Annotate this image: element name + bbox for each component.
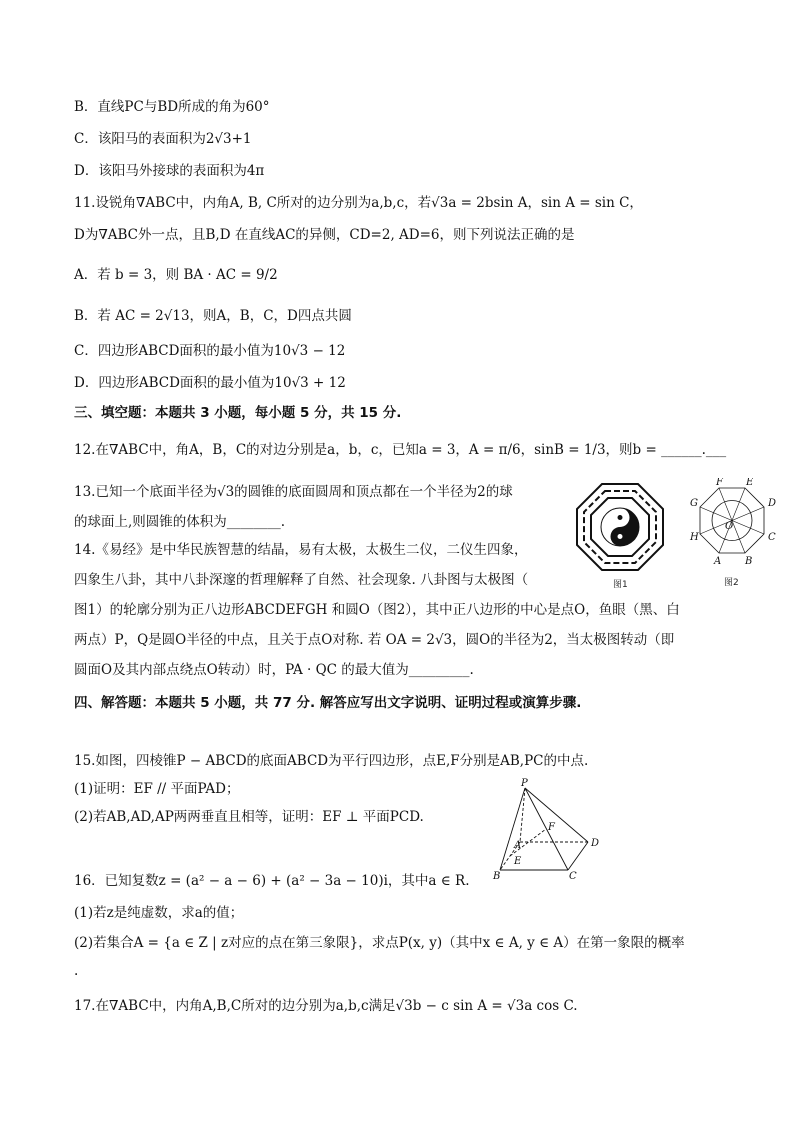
- q11-option-d: D．四边形ABCD面积的最小值为10√3 + 12: [74, 375, 346, 391]
- svg-text:A: A: [714, 556, 722, 567]
- q15-stem: 15.如图，四棱锥P − ABCD的底面ABCD为平行四边形，点E,F分别是AB,PC的中点.: [74, 753, 589, 769]
- svg-text:E: E: [514, 856, 522, 867]
- q14-stem-line2: 四象生八卦，其中八卦深邃的哲理解释了自然、社会现象. 八卦图与太极图（: [74, 572, 529, 588]
- q16-part2: (2)若集合A = {a ∈ Z | z对应的点在第三象限}，求点P(x, y)（其中x ∈ A, y ∈ A）在第一象限的概率: [74, 935, 685, 951]
- figure-1-caption: 图1: [613, 580, 628, 590]
- q11-option-c: C．四边形ABCD面积的最小值为10√3 − 12: [74, 343, 346, 359]
- q11-option-a: A．若 b = 3，则 BA · AC = 9/2: [74, 267, 278, 283]
- q17-stem: 17.在∇ABC中，内角A,B,C所对的边分别为a,b,c满足√3b − c sin A = √3a cos C.: [74, 998, 578, 1014]
- svg-text:C: C: [768, 532, 776, 543]
- pyramid-diagram: [490, 778, 605, 883]
- q14-stem-line3: 图1）的轮廓分别为正八边形ABCDEFGH 和圆O（图2），其中正八边形的中心是点O，鱼眼（黑、白: [74, 602, 680, 618]
- bagua-taiji-diagram: [575, 480, 665, 580]
- svg-text:C: C: [569, 871, 577, 882]
- q14-stem-line5: 圆面O及其内部点绕点O转动）时，PA · QC 的最大值为_________.: [74, 662, 474, 678]
- q11-option-b: B．若 AC = 2√13，则A，B，C，D四点共圆: [74, 308, 352, 324]
- svg-text:D: D: [768, 498, 777, 509]
- q12-stem: 12.在∇ABC中，角A，B，C的对边分别是a，b，c，已知a = 3，A = π/6，sinB = 1/3，则b = ______.___: [74, 442, 727, 458]
- svg-text:F: F: [716, 478, 723, 488]
- svg-text:B: B: [493, 871, 501, 882]
- q14-stem-line1: 14.《易经》是中华民族智慧的结晶，易有太极，太极生二仪，二仪生四象，: [74, 542, 528, 558]
- q16-part1: (1)若z是纯虚数，求a的值；: [74, 905, 244, 921]
- q16-stem: 16．已知复数z = (a² − a − 6) + (a² − 3a − 10)i，其中a ∈ R.: [74, 873, 470, 889]
- q14-stem-line4: 两点）P，Q是圆O半径的中点，且关于点O对称. 若 OA = 2√3，圆O的半径为2，当太极图转动（即: [74, 632, 675, 648]
- q13-stem-line1: 13.已知一个底面半径为√3的圆锥的底面圆周和顶点都在一个半径为2的球: [74, 484, 513, 500]
- svg-text:G: G: [690, 498, 698, 509]
- svg-text:O: O: [725, 521, 734, 532]
- section-3-heading: 三、填空题：本题共 3 小题，每小题 5 分，共 15 分.: [74, 405, 402, 421]
- q11-stem-line2: D为∇ABC外一点，且B,D 在直线AC的异侧，CD=2, AD=6，则下列说法正确的是: [74, 227, 575, 243]
- svg-text:A: A: [514, 840, 522, 851]
- q15-part1: (1)证明：EF // 平面PAD；: [74, 781, 240, 797]
- q15-part2: (2)若AB,AD,AP两两垂直且相等，证明：EF ⊥ 平面PCD.: [74, 809, 424, 825]
- q10-option-d: D．该阳马外接球的表面积为4π: [74, 163, 265, 179]
- svg-text:F: F: [548, 822, 555, 833]
- svg-text:H: H: [690, 532, 699, 543]
- svg-text:B: B: [745, 556, 753, 567]
- q16-part2-end: .: [74, 963, 79, 979]
- figure-2-octagon: [688, 478, 788, 590]
- svg-text:D: D: [591, 838, 600, 849]
- svg-text:P: P: [521, 778, 528, 789]
- octagon-diagram: [688, 478, 788, 578]
- q10-option-b: B．直线PC与BD所成的角为60°: [74, 99, 270, 115]
- q10-option-c: C．该阳马的表面积为2√3+1: [74, 131, 252, 147]
- figure-2-caption: 图2: [724, 578, 739, 588]
- figure-1-bagua-taiji: [575, 480, 665, 590]
- q11-stem-line1: 11.设锐角∇ABC中，内角A, B, C所对的边分别为a,b,c，若√3a = 2bsin A，sin A = sin C，: [74, 195, 643, 211]
- svg-text:E: E: [746, 478, 754, 488]
- section-4-heading: 四、解答题：本题共 5 小题，共 77 分. 解答应写出文字说明、证明过程或演算步骤.: [74, 695, 582, 711]
- q13-stem-line2: 的球面上,则圆锥的体积为________.: [74, 514, 286, 530]
- figure-q15-pyramid: [490, 778, 605, 883]
